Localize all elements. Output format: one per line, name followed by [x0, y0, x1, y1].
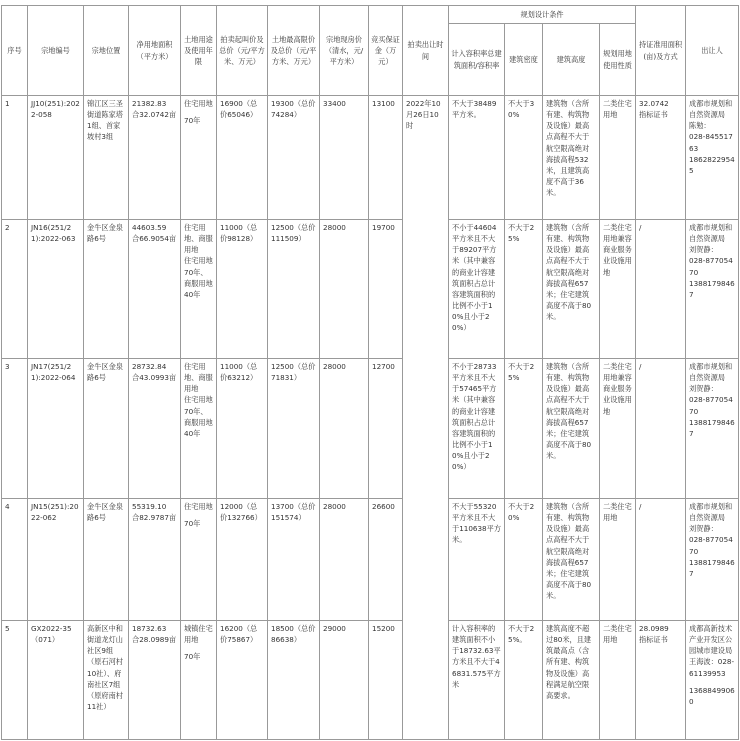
cell-seq: 1: [2, 96, 28, 220]
cell-location: 锦江区三圣街道陈家塔1组、首家坡村3组: [84, 96, 129, 220]
cell-net-area: [129, 621, 181, 740]
cell-house-price: 28000: [320, 359, 369, 499]
cell-deposit: 26600: [369, 499, 403, 621]
seller-org: 成都市规划和自然资源局: [689, 99, 733, 120]
cell-net-area: [129, 359, 181, 499]
cell-parcel-no: JN15(251):2022-062: [28, 499, 84, 621]
seller-phone: 028-87705470: [689, 535, 733, 556]
cell-house-price: 28000: [320, 499, 369, 621]
header-start-price: 拍卖起叫价及总价（元/平方米、万元）: [217, 6, 268, 96]
net-area-mu: 合28.0989亩: [132, 635, 177, 645]
cell-house-price: 29000: [320, 621, 369, 740]
certificate-area: 28.0989: [639, 624, 669, 633]
header-far: 计入容积率总建筑面积/容积率: [449, 24, 505, 96]
header-height: 建筑高度: [543, 24, 600, 96]
cell-start-price: 16900（总价65046）: [217, 96, 268, 220]
cell-parcel-no: JN16(251/21):2022-063: [28, 220, 84, 359]
cell-location: 金牛区金泉路6号: [84, 499, 129, 621]
net-area-sqm: 44603.59: [132, 223, 167, 232]
seller-mobile: 13881798467: [689, 557, 735, 578]
cell-seller: [686, 96, 739, 220]
cell-height: 建筑物（含所有建、构筑物及设施）最高点高程不大于航空限高绝对海拔高程532米，且建筑高度不高于36米。: [543, 96, 600, 220]
use-term-commercial: 商服用地40年: [184, 278, 213, 299]
table-row: [2, 96, 739, 220]
cell-parcel-no: GX2022-35（071）: [28, 621, 84, 740]
cell-plan-use: 二类住宅用地: [600, 499, 636, 621]
header-deposit: 竞买保证金（万元）: [369, 6, 403, 96]
seller-mobile: 13881798467: [689, 417, 735, 438]
seller-contact: 刘贺静：: [689, 384, 718, 394]
table-row: [2, 220, 739, 359]
land-use: 城镇住宅用地: [184, 624, 213, 645]
cell-parcel-no: JJ10(251):2022-058: [28, 96, 84, 220]
seller-phone: 028-84551763: [689, 132, 733, 153]
cell-start-price: 11000（总价98128）: [217, 220, 268, 359]
land-use: 住宅用地、商服用地: [184, 223, 213, 255]
certificate-area: /: [639, 502, 642, 511]
header-net-area: 净用地面积（平方米）: [129, 6, 181, 96]
seller-contact: 刘贺静：: [689, 524, 718, 534]
seller-org: 成都市规划和自然资源局: [689, 502, 733, 523]
certificate-method: 指标证书: [639, 110, 668, 120]
cell-density: 不大于25%: [505, 220, 543, 359]
cell-seq: 4: [2, 499, 28, 621]
net-area-mu: 合66.9054亩: [132, 234, 177, 244]
cell-far: 不小于28733平方米且不大于57465平方米（其中兼容的商业计容建筑面积占总计容建筑面积的比例不小于10%且小于20%）: [449, 359, 505, 499]
cell-certificate: [636, 499, 686, 621]
certificate-area: /: [639, 223, 642, 232]
cell-max-price: 12500（总价111509）: [268, 220, 320, 359]
land-use: 住宅用地、商服用地: [184, 362, 213, 394]
net-area-sqm: 21382.83: [132, 99, 167, 108]
cell-deposit: 12700: [369, 359, 403, 499]
header-seller: 出让人: [686, 6, 739, 96]
cell-seller: [686, 220, 739, 359]
header-certificate: 持证准用面积(亩)及方式: [636, 6, 686, 96]
cell-plan-use: 二类住宅用地: [600, 621, 636, 740]
use-term-commercial: 商服用地40年: [184, 417, 213, 438]
cell-use-years: [181, 499, 217, 621]
cell-density: 不大于30%: [505, 96, 543, 220]
cell-certificate: [636, 359, 686, 499]
net-area-mu: 合32.0742亩: [132, 110, 177, 120]
net-area-sqm: 28732.84: [132, 362, 167, 371]
cell-plan-use: 二类住宅用地: [600, 96, 636, 220]
header-plan-group: 规划设计条件: [449, 6, 636, 24]
net-area-sqm: 18732.63: [132, 624, 167, 633]
use-term: 70年: [184, 519, 201, 529]
net-area-mu: 合82.9787亩: [132, 513, 177, 523]
cell-deposit: 19700: [369, 220, 403, 359]
seller-org: 成都市规划和自然资源局: [689, 223, 733, 244]
cell-density: 不大于25%: [505, 359, 543, 499]
header-auction-time: 拍卖出让时间: [403, 6, 449, 96]
use-term: 70年: [184, 116, 201, 126]
cell-house-price: 33400: [320, 96, 369, 220]
cell-location: 金牛区金泉路6号: [84, 359, 129, 499]
use-term-residential: 住宅用地70年、: [184, 395, 213, 416]
certificate-area: /: [639, 362, 642, 371]
cell-height: 建筑高度不超过80米，且建筑最高点（含所有建、构筑物及设施）高程满足航空限高要求。: [543, 621, 600, 740]
cell-height: 建筑物（含所有建、构筑物及设施）最高点高程不大于航空限高绝对海拔高程657米；住宅建筑高度不高于80米。: [543, 359, 600, 499]
table-row: [2, 621, 739, 740]
seller-mobile: 18628229545: [689, 154, 735, 175]
cell-seq: 2: [2, 220, 28, 359]
cell-use-years: [181, 220, 217, 359]
cell-use-years: [181, 359, 217, 499]
header-plan-use: 规划用地使用性质: [600, 24, 636, 96]
cell-start-price: 11000（总价63212）: [217, 359, 268, 499]
table-row: [2, 359, 739, 499]
header-density: 建筑密度: [505, 24, 543, 96]
seller-contact: 刘贺静：: [689, 245, 718, 255]
certificate-area: 32.0742: [639, 99, 669, 108]
header-use-years: 土地用途及使用年限: [181, 6, 217, 96]
cell-seller: [686, 621, 739, 740]
cell-house-price: 28000: [320, 220, 369, 359]
cell-far: 计入容积率的建筑面积不小于18732.63平方米且不大于46831.575平方米: [449, 621, 505, 740]
cell-max-price: 19300（总价74284）: [268, 96, 320, 220]
header-max-price: 土地最高限价及总价（元/平方米、万元）: [268, 6, 320, 96]
cell-net-area: [129, 499, 181, 621]
cell-height: 建筑物（含所有建、构筑物及设施）最高点高程不大于航空限高绝对海拔高程657米；住宅建筑高度不高于80米。: [543, 499, 600, 621]
cell-height: 建筑物（含所有建、构筑物及设施）最高点高程不大于航空限高绝对海拔高程657米；住宅建筑高度不高于80米。: [543, 220, 600, 359]
cell-start-price: 12000（总价132766）: [217, 499, 268, 621]
seller-mobile: 13881798467: [689, 278, 735, 299]
cell-deposit: 15200: [369, 621, 403, 740]
cell-net-area: [129, 220, 181, 359]
land-use: 住宅用地: [184, 502, 213, 511]
land-use: 住宅用地: [184, 99, 213, 108]
cell-use-years: [181, 621, 217, 740]
cell-location: 高新区中和街道龙灯山社区9组（原石河村10社）、府南社区7组（原府南村11社）: [84, 621, 129, 740]
cell-max-price: 13700（总价151574）: [268, 499, 320, 621]
cell-seller: [686, 359, 739, 499]
seller-contact: 陈勉：: [689, 121, 711, 131]
use-term-residential: 住宅用地70年、: [184, 256, 213, 277]
cell-seq: 3: [2, 359, 28, 499]
cell-deposit: 13100: [369, 96, 403, 220]
cell-seller: [686, 499, 739, 621]
land-auction-table: [1, 5, 739, 740]
cell-certificate: [636, 220, 686, 359]
cell-max-price: 12500（总价71831）: [268, 359, 320, 499]
cell-plan-use: 二类住宅用地兼容商业服务业设施用地: [600, 220, 636, 359]
cell-far: 不大于38489平方米。: [449, 96, 505, 220]
cell-far: 不大于55320平方米且不大于110638平方米。: [449, 499, 505, 621]
seller-mobile: 13688499060: [689, 685, 735, 706]
cell-parcel-no: JN17(251/21):2022-064: [28, 359, 84, 499]
cell-net-area: [129, 96, 181, 220]
net-area-sqm: 55319.10: [132, 502, 167, 511]
use-term: 70年: [184, 652, 201, 662]
cell-seq: 5: [2, 621, 28, 740]
header-parcel-no: 宗地编号: [28, 6, 84, 96]
seller-org: 成都市规划和自然资源局: [689, 362, 733, 383]
cell-plan-use: 二类住宅用地兼容商业服务业设施用地: [600, 359, 636, 499]
header-house-price: 宗地现房价（清水，元/平方米）: [320, 6, 369, 96]
cell-location: 金牛区金泉路6号: [84, 220, 129, 359]
seller-phone: 028-87705470: [689, 256, 733, 277]
cell-max-price: 18500（总价86638）: [268, 621, 320, 740]
cell-certificate: [636, 96, 686, 220]
certificate-method: 指标证书: [639, 635, 668, 645]
cell-start-price: 16200（总价75867）: [217, 621, 268, 740]
net-area-mu: 合43.0993亩: [132, 373, 177, 383]
cell-density: 不大于25%。: [505, 621, 543, 740]
cell-certificate: [636, 621, 686, 740]
seller-org-contact: 成都高新技术产业开发区公园城市建设局王海波：028-61139953: [689, 624, 735, 678]
table-row: [2, 499, 739, 621]
cell-auction-time: 2022年10月26日10时: [403, 96, 449, 740]
seller-phone: 028-87705470: [689, 395, 733, 416]
cell-density: 不大于20%: [505, 499, 543, 621]
header-seq: 序号: [2, 6, 28, 96]
header-location: 宗地位置: [84, 6, 129, 96]
cell-far: 不小于44604平方米且不大于89207平方米（其中兼容的商业计容建筑面积占总计容建筑面积的比例不小于10%且小于20%）: [449, 220, 505, 359]
cell-use-years: [181, 96, 217, 220]
